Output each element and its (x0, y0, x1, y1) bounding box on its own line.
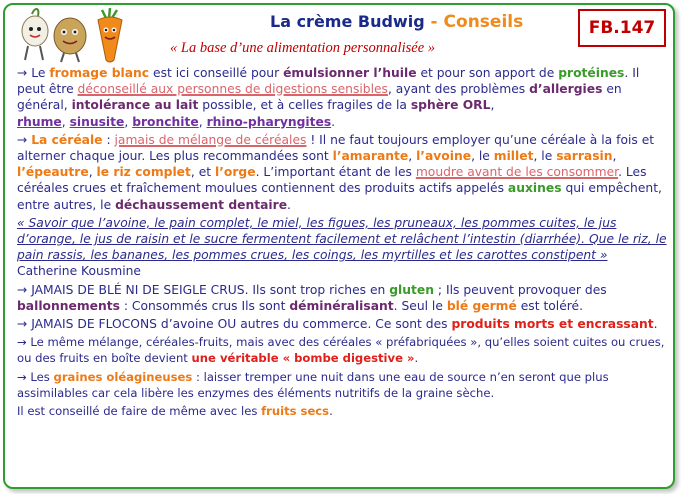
text: et pour son apport de (416, 66, 559, 80)
paragraph-kousmine-quote (17, 215, 667, 280)
page-subtitle: « La base d’une alimentation personnalisée » (170, 40, 436, 56)
highlight-epeautre: l’épeautre (17, 165, 89, 180)
highlight-proteines: protéines (558, 66, 625, 80)
paragraph-ble-seigle (17, 282, 667, 314)
text: , (198, 114, 207, 129)
carrot-mascot (98, 8, 122, 62)
vegetable-mascots-logo (10, 4, 132, 64)
highlight-rhume: rhume (17, 114, 62, 129)
title-accent: Conseils (443, 12, 524, 32)
text: → Le même mélange, céréales-fruits, mais avec des céréales « préfabriquées », qu’elles soient cuites ou crues, ou des fruits en boîte devient (17, 335, 665, 366)
paragraph-fromage-blanc (17, 65, 667, 130)
text: : (102, 132, 115, 147)
highlight-sphere-orl: sphère ORL (410, 98, 491, 113)
text: . Seul le (393, 298, 447, 313)
text: . (653, 317, 658, 332)
highlight-demineralisant: déminéralisant (289, 298, 394, 313)
text: , (408, 149, 417, 164)
highlight-dechaussement: déchaussement dentaire (115, 197, 288, 212)
paragraph-melange (17, 334, 667, 366)
text: , (88, 165, 97, 180)
highlight-la-cereale: La céréale (31, 132, 103, 147)
potato-mascot (54, 18, 86, 62)
highlight-produits-morts: produits morts et encrassant (451, 317, 654, 332)
text: , (61, 114, 70, 129)
document-code: FB.147 (588, 18, 656, 38)
quote-author: Catherine Kousmine (17, 264, 141, 279)
highlight-deconseille: déconseillé aux personnes de digestions sensibles (77, 82, 388, 97)
text: → JAMAIS DE FLOCONS d’avoine OU autres du commerce. Ce sont des (17, 317, 452, 332)
paragraph-fruits-secs (17, 403, 667, 419)
text: ; Ils peuvent provoquer des (434, 282, 607, 297)
text: possible, et à celles fragiles de la (198, 98, 411, 113)
highlight-riz-complet: le riz complet (96, 165, 191, 180)
kousmine-quote: « Savoir que l’avoine, le pain complet, le miel, les figues, les pruneaux, les pommes cuites, le jus d’orange, le jus de raisin et le sucre fermentent facilement et relâchent l’intestin (diarrhée). Que le riz, le pain rassis, les bananes, les pommes crues, les coings, les myrtilles et les carottes constipent » (17, 215, 667, 263)
highlight-sarrasin: sarrasin (556, 149, 613, 164)
text: qui empêchent, entre autres, le (17, 181, 662, 212)
text: , et (190, 165, 216, 180)
highlight-intolerance: intolérance au lait (71, 98, 199, 113)
highlight-ble-germe: blé germé (446, 298, 517, 313)
text: → JAMAIS DE BLÉ NI DE SEIGLE CRUS. Ils sont trop riches en (17, 282, 390, 297)
highlight-auxines: auxines (507, 181, 562, 196)
highlight-moudre: moudre avant de les consommer (415, 165, 619, 180)
paragraph-flocons (17, 316, 667, 332)
highlight-amarante: l’amarante (332, 149, 409, 164)
highlight-sinusite: sinusite (69, 114, 125, 129)
text: → (17, 132, 32, 147)
highlight-gluten: gluten (389, 282, 434, 297)
text: : laisser tremper une nuit dans une eau de source n’en seront que plus assimilables car cela libère les enzymes des éléments nutritifs de la graine sèche. (17, 369, 609, 400)
paragraph-graines (17, 369, 667, 401)
highlight-fromage-blanc: fromage blanc (49, 66, 150, 80)
highlight-bombe-digestive: une véritable « bombe digestive » (191, 351, 415, 366)
highlight-ballonnements: ballonnements (17, 298, 120, 313)
highlight-bronchite: bronchite (132, 114, 199, 129)
text: . Il peut être (17, 66, 640, 97)
highlight-graines-oleagineuses: graines oléagineuses (53, 369, 193, 384)
highlight-fruits-secs: fruits secs (261, 404, 330, 419)
title-separator: - (424, 12, 444, 32)
page-title (270, 12, 523, 32)
text: , le (471, 149, 494, 164)
text: , (490, 98, 495, 113)
text: . (287, 197, 291, 212)
text: . (329, 404, 333, 419)
highlight-millet: millet (493, 149, 534, 164)
text: . Les céréales crues et fraîchement moulues contiennent des produits actifs appelés (17, 165, 647, 196)
garlic-mascot (22, 9, 48, 60)
text: . L’important étant de les (255, 165, 416, 180)
text: → Le (17, 66, 50, 80)
text: , (612, 149, 617, 164)
highlight-jamais-melange: jamais de mélange de céréales (114, 132, 307, 147)
highlight-rhino-pharyngites: rhino-pharyngites (206, 114, 332, 129)
document-code-badge (578, 9, 666, 47)
title-main: La crème Budwig (270, 12, 425, 31)
highlight-avoine: l’avoine (416, 149, 472, 164)
highlight-allergies: d’allergies (529, 82, 603, 97)
text: , le (533, 149, 557, 164)
text: → Les (17, 369, 54, 384)
text: . (414, 351, 419, 366)
text: en général, (17, 82, 622, 113)
text: , (124, 114, 133, 129)
text: : Consommés crus Ils sont (119, 298, 290, 313)
paragraph-cereale (17, 132, 667, 213)
text: ! Il ne faut toujours employer qu’une céréale à la fois et alterner chaque jour. Les plus recommandées sont (17, 132, 655, 164)
document-body (17, 65, 667, 421)
highlight-emulsionner: émulsionner l’huile (283, 66, 417, 80)
text: Il est conseillé de faire de même avec les (17, 404, 262, 419)
text: est ici conseillé pour (149, 66, 284, 80)
text: . (331, 114, 336, 129)
text: est toléré. (516, 298, 584, 313)
text: , ayant des problèmes (387, 82, 530, 97)
highlight-orge: l’orge (215, 165, 256, 180)
